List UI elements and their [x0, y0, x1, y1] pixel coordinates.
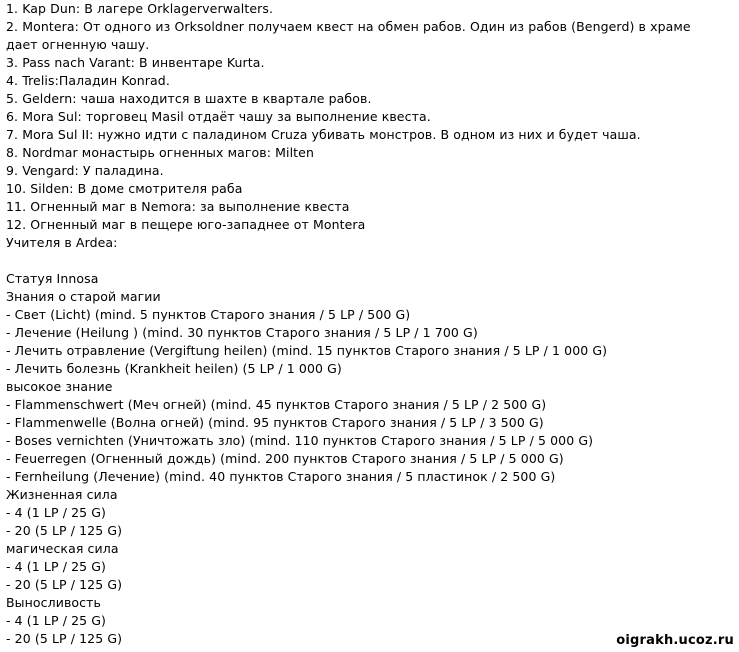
- text-line: 2. Montera: От одного из Orksoldner получаем квест на обмен рабов. Один из рабов (Bengerd) в храме: [6, 19, 691, 34]
- list-item: - Лечить отравление (Vergiftung heilen) (mind. 15 пунктов Старого знания / 5 LP / 1 000 G): [6, 343, 608, 358]
- list-item: - Лечение (Heilung ) (mind. 30 пунктов Старого знания / 5 LP / 1 700 G): [6, 325, 478, 340]
- text-line: 5. Geldern: чаша находится в шахте в квартале рабов.: [6, 91, 372, 106]
- list-item: - 20 (5 LP / 125 G): [6, 631, 123, 646]
- list-item: - Feuerregen (Огненный дождь) (mind. 200 пунктов Старого знания / 5 LP / 5 000 G): [6, 451, 564, 466]
- section-heading: Статуя Innosa: [6, 271, 99, 286]
- blank-line: [6, 252, 736, 270]
- text-line: дает огненную чашу.: [6, 37, 150, 52]
- section-heading: Учителя в Ardea:: [6, 235, 118, 250]
- text-line: 8. Nordmar монастырь огненных магов: Milten: [6, 145, 314, 160]
- site-watermark: oigrakh.ucoz.ru: [616, 633, 734, 648]
- list-item: - Лечить болезнь (Krankheit heilen) (5 LP / 1 000 G): [6, 361, 342, 376]
- list-item: - 4 (1 LP / 25 G): [6, 505, 107, 520]
- list-item: - Свет (Licht) (mind. 5 пунктов Старого знания / 5 LP / 500 G): [6, 307, 411, 322]
- text-line: 4. Trelis:Паладин Konrad.: [6, 73, 170, 88]
- text-line: 11. Огненный маг в Nemora: за выполнение квеста: [6, 199, 350, 214]
- list-item: - Fernheilung (Лечение) (mind. 40 пунктов Старого знания / 5 пластинок / 2 500 G): [6, 469, 556, 484]
- list-item: - 20 (5 LP / 125 G): [6, 577, 123, 592]
- section-heading: магическая сила: [6, 541, 119, 556]
- section-heading: Выносливость: [6, 595, 101, 610]
- text-line: 12. Огненный маг в пещере юго-западнее от Montera: [6, 217, 366, 232]
- section-heading: Знания о старой магии: [6, 289, 161, 304]
- list-item: - 4 (1 LP / 25 G): [6, 613, 107, 628]
- section-heading: высокое знание: [6, 379, 113, 394]
- list-item: - Flammenschwert (Меч огней) (mind. 45 пунктов Старого знания / 5 LP / 2 500 G): [6, 397, 547, 412]
- section-heading: Жизненная сила: [6, 487, 118, 502]
- list-item: - Boses vernichten (Уничтожать зло) (mind. 110 пунктов Старого знания / 5 LP / 5 000 G): [6, 433, 594, 448]
- text-line: 6. Mora Sul: торговец Masil отдаёт чашу за выполнение квеста.: [6, 109, 431, 124]
- list-item: - 4 (1 LP / 25 G): [6, 559, 107, 574]
- text-line: 7. Mora Sul II: нужно идти с паладином Cruza убивать монстров. В одном из них и будет чаша.: [6, 127, 641, 142]
- document-text: [6, 0, 736, 648]
- text-line: 3. Pass nach Varant: В инвентаре Kurta.: [6, 55, 265, 70]
- text-line: 1. Kap Dun: В лагере Orklagerverwalters.: [6, 1, 274, 16]
- text-line: 10. Silden: В доме смотрителя раба: [6, 181, 243, 196]
- text-line: 9. Vengard: У паладина.: [6, 163, 164, 178]
- list-item: - 20 (5 LP / 125 G): [6, 523, 123, 538]
- list-item: - Flammenwelle (Волна огней) (mind. 95 пунктов Старого знания / 5 LP / 3 500 G): [6, 415, 544, 430]
